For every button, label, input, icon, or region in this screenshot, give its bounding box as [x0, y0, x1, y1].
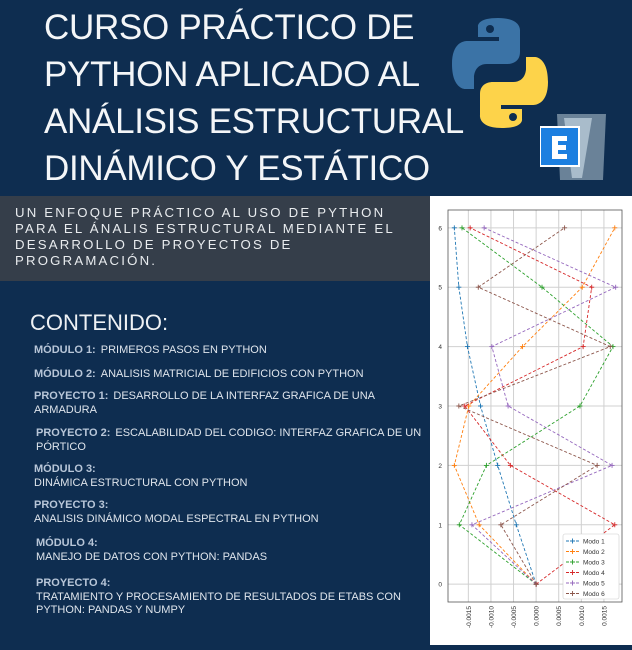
content-item	[34, 344, 429, 358]
y-tick-label: 5	[438, 284, 442, 292]
data-point	[495, 463, 500, 468]
data-point	[612, 225, 617, 230]
content-item	[34, 499, 429, 526]
content-item	[34, 390, 429, 417]
x-tick-label: 0.0015	[601, 606, 609, 626]
item-label: PROYECTO 4:	[36, 577, 111, 589]
item-label: MÓDULO 2:	[34, 368, 96, 380]
data-point	[477, 522, 482, 527]
item-label: PROYECTO 3:	[34, 499, 109, 511]
legend-label: Modo 1	[583, 538, 605, 546]
etabs-logo-icon	[540, 112, 610, 182]
data-point	[489, 344, 494, 349]
x-tick-label: 0.0010	[578, 606, 586, 626]
title-line: ANÁLISIS ESTRUCTURAL	[44, 102, 464, 141]
item-text: DESARROLLO DE LA INTERFAZ GRAFICA DE UNA ARMADURA	[34, 390, 375, 416]
contents-heading: CONTENIDO:	[30, 310, 169, 335]
data-point	[514, 522, 519, 527]
subtitle-band	[0, 196, 430, 281]
mode-shapes-chart	[430, 196, 632, 645]
data-point	[608, 344, 613, 349]
x-tick-label: -0.0015	[465, 606, 473, 629]
title-line: PYTHON APLICADO AL	[44, 55, 420, 94]
legend-label: Modo 6	[583, 590, 605, 598]
y-tick-label: 2	[438, 462, 442, 470]
x-tick-label: -0.0005	[511, 606, 519, 629]
data-point	[595, 463, 600, 468]
data-point	[456, 404, 461, 409]
data-point	[589, 285, 594, 290]
data-point	[456, 285, 461, 290]
course-title	[44, 4, 464, 192]
item-text: PRIMEROS PASOS EN PYTHON	[100, 344, 267, 356]
title-line: DINÁMICO Y ESTÁTICO	[44, 149, 430, 188]
x-tick-label: 0.0000	[533, 606, 541, 626]
data-point	[452, 463, 457, 468]
y-tick-label: 6	[438, 225, 442, 233]
y-tick-label: 0	[438, 581, 442, 589]
legend-label: Modo 2	[583, 548, 605, 556]
data-point	[610, 463, 615, 468]
item-label: MÓDULO 3:	[34, 463, 96, 475]
data-point	[457, 522, 462, 527]
data-point	[484, 463, 489, 468]
y-tick-label: 1	[438, 522, 442, 530]
subtitle-text: UN ENFOQUE PRÁCTICO AL USO DE PYTHON PARA EL ÁNALIS ESTRUCTURAL MEDIANTE EL DESARROLLO DE PROYECTOS DE PROGRAMACIÓN.	[15, 205, 395, 268]
content-item	[36, 577, 428, 618]
item-text: TRATAMIENTO Y PROCESAMIENTO DE RESULTADOS DE ETABS CON PYTHON: PANDAS Y NUMPY	[36, 590, 401, 616]
legend-label: Modo 3	[583, 559, 605, 567]
title-line: CURSO PRÁCTICO DE	[44, 8, 415, 47]
legend-label: Modo 4	[583, 569, 605, 577]
item-text: MANEJO DE DATOS CON PYTHON: PANDAS	[36, 550, 268, 563]
item-label: MÓDULO 1:	[34, 344, 96, 356]
item-text: ESCALABILIDAD DEL CODIGO: INTERFAZ GRAFICA DE UN PÓRTICO	[36, 427, 422, 453]
item-label: MÓDULO 4:	[36, 537, 98, 549]
content-item	[34, 463, 429, 490]
x-tick-label: 0.0005	[556, 606, 564, 626]
data-point	[498, 522, 503, 527]
content-item	[36, 427, 431, 454]
data-point	[482, 225, 487, 230]
data-point	[469, 522, 474, 527]
data-point	[580, 285, 585, 290]
data-point	[506, 404, 511, 409]
chart-svg	[430, 196, 632, 645]
legend-label: Modo 5	[583, 580, 605, 588]
data-point	[478, 404, 483, 409]
data-point	[613, 285, 618, 290]
item-label: PROYECTO 2:	[36, 427, 111, 439]
content-item	[34, 368, 429, 382]
item-text: DINÁMICA ESTRUCTURAL CON PYTHON	[34, 476, 248, 489]
item-text: ANALISIS MATRICIAL DE EDIFICIOS CON PYTHON	[100, 368, 364, 380]
y-tick-label: 3	[438, 403, 442, 411]
item-text: ANALISIS DINÁMICO MODAL ESPECTRAL EN PYTHON	[34, 512, 319, 525]
content-item	[36, 537, 431, 564]
x-tick-label: -0.0010	[488, 606, 496, 629]
item-label: PROYECTO 1:	[34, 390, 109, 402]
data-point	[452, 225, 457, 230]
y-tick-label: 4	[438, 344, 442, 352]
data-point	[465, 344, 470, 349]
